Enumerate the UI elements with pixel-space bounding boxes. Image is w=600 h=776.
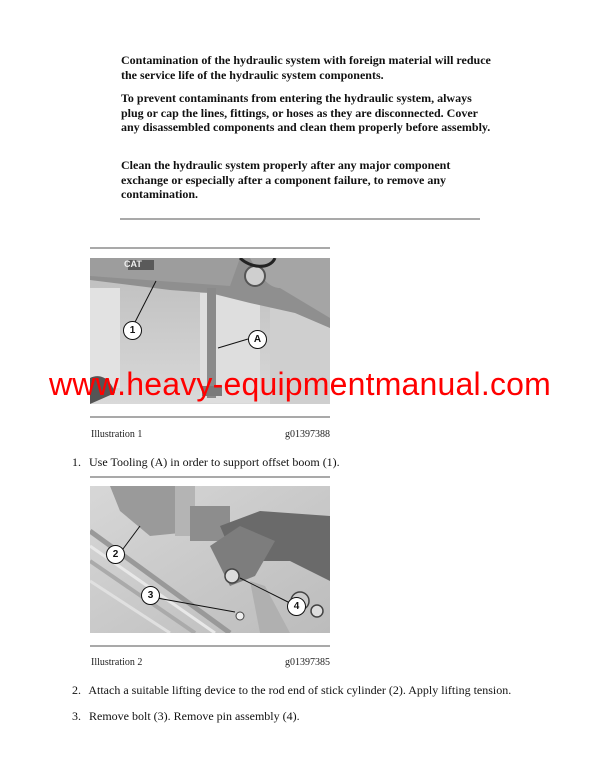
step-2 bbox=[72, 683, 511, 698]
callout-2: 2 bbox=[106, 545, 125, 564]
figure-2-graphic-id: g01397385 bbox=[285, 657, 330, 668]
callout-a: A bbox=[248, 330, 267, 349]
step-2-text: Attach a suitable lifting device to the rod end of stick cylinder (2). Apply lifting tension. bbox=[88, 683, 512, 697]
figure-1-top-rule bbox=[90, 247, 330, 249]
callout-1: 1 bbox=[123, 321, 142, 340]
callout-4: 4 bbox=[287, 597, 306, 616]
step-3 bbox=[72, 709, 300, 724]
notice-paragraph-prevent: To prevent contaminants from entering the hydraulic system, always plug or cap the lines, fittings, or hoses as they are disconnected. Cover any disassembled components and clean them properly before assembly. bbox=[121, 91, 491, 134]
callout-3: 3 bbox=[141, 586, 160, 605]
step-1 bbox=[72, 455, 340, 470]
figure-2-bottom-rule bbox=[90, 645, 330, 647]
figure-1-bottom-rule bbox=[90, 416, 330, 418]
figure-1-caption: Illustration 1 bbox=[91, 429, 143, 440]
step-1-number: 1. bbox=[72, 455, 81, 469]
step-3-number: 3. bbox=[72, 709, 81, 723]
step-1-text: Use Tooling (A) in order to support offset boom (1). bbox=[89, 455, 340, 469]
figure-2-top-rule bbox=[90, 476, 330, 478]
figure-2-caption: Illustration 2 bbox=[91, 657, 143, 668]
notice-paragraph-contamination: Contamination of the hydraulic system with foreign material will reduce the service life of the hydraulic system components. bbox=[121, 53, 491, 82]
step-3-text: Remove bolt (3). Remove pin assembly (4). bbox=[89, 709, 300, 723]
illustration-2-image bbox=[90, 486, 330, 633]
notice-paragraph-clean: Clean the hydraulic system properly after any major component exchange or especially after a component failure, to remove any contamination. bbox=[121, 158, 451, 201]
watermark-url: www.heavy-equipmentmanual.com bbox=[48, 366, 552, 402]
notice-end-rule bbox=[120, 218, 480, 220]
step-2-number: 2. bbox=[72, 683, 81, 697]
figure-1-graphic-id: g01397388 bbox=[285, 429, 330, 440]
cat-logo: CAT bbox=[124, 259, 142, 269]
